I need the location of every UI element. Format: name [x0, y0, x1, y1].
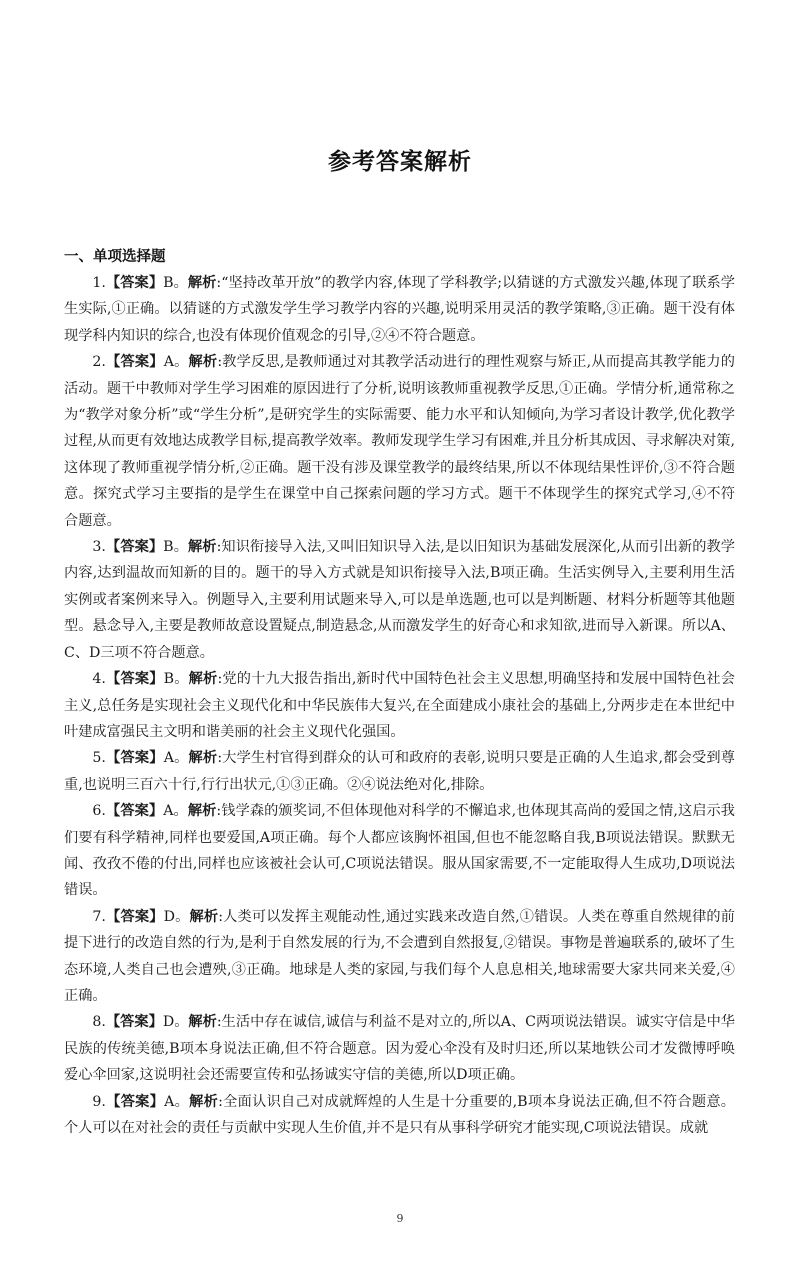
answer-value: D。: [163, 908, 190, 925]
analysis-label: 解析: [188, 1014, 217, 1031]
answer-value: B。: [163, 539, 188, 556]
analysis-text: :人类可以发挥主观能动性,通过实践来改造自然,①错误。人类在尊重自然规律的前提下进行的改造自然的行为,是利于自然发展的行为,不会遭到自然报复,②错误。事物是普遍联系的,破坏了生态环境,人类自己也会遭殃,③正确。地球是人类的家园,与我们每个人息息相关,地球需要大家共同来关爱,④正确。: [64, 908, 735, 1004]
analysis-text: :大学生村官得到群众的认可和政府的表彰,说明只要是正确的人生追求,都会受到尊重,也说明三百六十行,行行出状元,①③正确。②④说法绝对化,排除。: [64, 750, 735, 793]
item-number: 7.: [92, 908, 106, 925]
item-number: 8.: [92, 1014, 106, 1031]
answer-item-9: [64, 1089, 735, 1142]
answer-item-8: [64, 1009, 735, 1088]
answer-label: 【答案】: [105, 1014, 163, 1031]
page-title: 参考答案解析: [328, 149, 472, 175]
answer-item-7: [64, 904, 735, 1010]
analysis-text: :钱学森的颁奖词,不但体现他对科学的不懈追求,也体现其高尚的爱国之情,这启示我们要有科学精神,同样也要爱国,A项正确。每个人都应该胸怀祖国,但也不能忽略自我,B项说法错误。默默无闻、孜孜不倦的付出,同样也应该被社会认可,C项说法错误。服从国家需要,不一定能取得人生成功,D项说法错误。: [64, 803, 735, 899]
answer-value: A。: [163, 750, 189, 767]
answer-value: A。: [164, 1093, 190, 1110]
item-number: 4.: [92, 671, 106, 688]
answer-value: D。: [162, 1014, 189, 1031]
answer-list: [64, 270, 735, 1141]
answer-label: 【答案】: [105, 908, 164, 925]
answer-label: 【答案】: [105, 539, 164, 556]
answer-item-6: [64, 798, 735, 904]
analysis-label: 解析: [188, 354, 218, 371]
analysis-label: 解析: [189, 1093, 219, 1110]
analysis-text: :“坚持改革开放”的教学内容,体现了学科教学;以猜谜的方式激发兴趣,体现了联系学生实际,①正确。以猜谜的方式激发学生学习教学内容的兴趣,说明采用灵活的教学策略,③正确。题干没有体现学科内知识的综合,也没有体现价值观念的引导,②④不符合题意。: [64, 275, 735, 344]
section-heading: 一、单项选择题: [64, 249, 166, 265]
answer-item-4: [64, 666, 735, 745]
analysis-text: :教学反思,是教师通过对其教学活动进行的理性观察与矫正,从而提高其教学能力的活动。题干中教师对学生学习困难的原因进行了分析,说明该教师重视教学反思,①正确。学情分析,通常称之为“教学对象分析”或“学生分析”,是研究学生的实际需要、能力水平和认知倾向,为学习者设计教学,优化教学过程,从而更有效地达成教学目标,提高教学效率。教师发现学生学习有困难,并且分析其成因、寻求解决对策,这体现了教师重视学情分析,②正确。题干没有涉及课堂教学的最终结果,所以不体现结果性评价,③不符合题意。探究式学习主要指的是学生在课堂中自己探索问题的学习方式。题干不体现学生的探究式学习,④不符合题意。: [64, 354, 735, 529]
item-number: 6.: [92, 803, 106, 820]
analysis-label: 解析: [188, 750, 218, 767]
answer-label: 【答案】: [105, 354, 164, 371]
answer-value: A。: [163, 354, 189, 371]
item-number: 9.: [92, 1093, 106, 1110]
item-number: 1.: [92, 275, 106, 291]
answer-item-2: [64, 349, 735, 534]
answer-value: A。: [163, 803, 188, 820]
analysis-text: :党的十九大报告指出,新时代中国特色社会主义思想,明确坚持和发展中国特色社会主义,总任务是实现社会主义现代化和中华民族伟大复兴,在全面建成小康社会的基础上,分两步走在本世纪中叶建成富强民主文明和谐美丽的社会主义现代化强国。: [64, 671, 735, 740]
analysis-label: 解析: [189, 908, 219, 925]
answer-item-1: [64, 270, 735, 349]
answer-value: B。: [163, 275, 188, 291]
analysis-text: :全面认识自己对成就辉煌的人生是十分重要的,B项本身说法正确,但不符合题意。个人可以在对社会的责任与贡献中实现人生价值,并不是只有从事科学研究才能实现,C项说法错误。成就: [64, 1093, 735, 1136]
analysis-label: 解析: [187, 803, 217, 820]
item-number: 5.: [92, 750, 106, 767]
answer-label: 【答案】: [105, 275, 164, 291]
answer-label: 【答案】: [105, 803, 164, 820]
answer-item-5: [64, 745, 735, 798]
page-number: 9: [396, 1212, 404, 1225]
item-number: 2.: [92, 354, 106, 371]
answer-label: 【答案】: [105, 671, 164, 688]
answer-item-3: [64, 534, 735, 666]
answer-label: 【答案】: [105, 750, 164, 767]
item-number: 3.: [92, 539, 106, 556]
analysis-label: 解析: [188, 671, 218, 688]
analysis-label: 解析: [187, 539, 217, 556]
answer-value: B。: [163, 671, 189, 688]
analysis-text: :知识衔接导入法,又叫旧知识导入法,是以旧知识为基础发展深化,从而引出新的教学内容,达到温故而知新的目的。题干的导入方式就是知识衔接导入法,B项正确。生活实例导入,主要利用生活实例或者案例来导入。例题导入,主要利用试题来导入,可以是单选题,也可以是判断题、材料分析题等其他题型。悬念导入,主要是教师故意设置疑点,制造悬念,从而激发学生的好奇心和求知欲,进而导入新课。所以A、C、D三项不符合题意。: [64, 539, 735, 661]
analysis-label: 解析: [187, 275, 217, 291]
analysis-text: :生活中存在诚信,诚信与利益不是对立的,所以A、C两项说法错误。诚实守信是中华民族的传统美德,B项本身说法正确,但不符合题意。因为爱心伞没有及时归还,所以某地铁公司才发微博呼唤爱心伞回家,这说明社会还需要宣传和弘扬诚实守信的美德,所以D项正确。: [64, 1014, 735, 1084]
answer-label: 【答案】: [105, 1093, 165, 1110]
